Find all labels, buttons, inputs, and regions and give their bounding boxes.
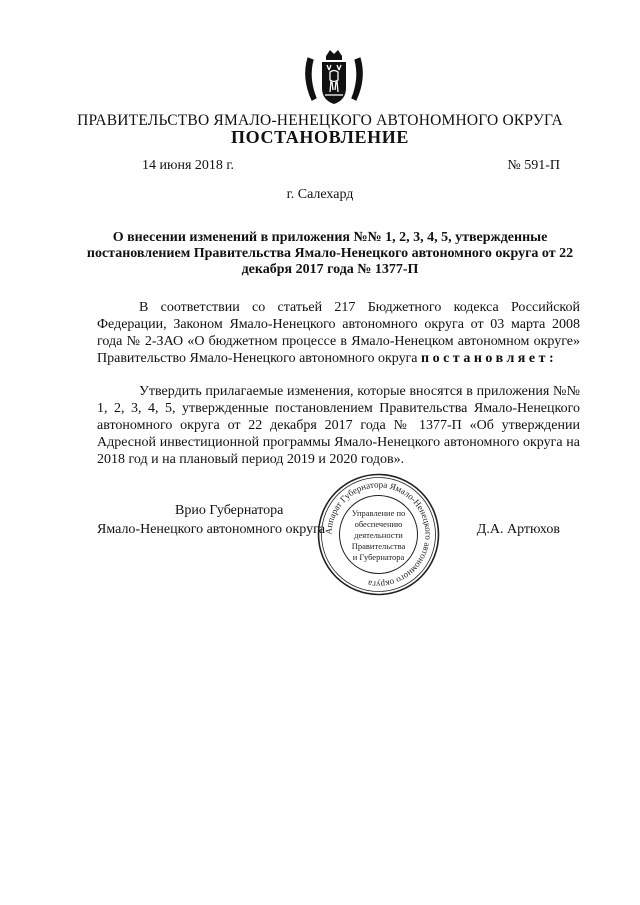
seal-inner-line: Управление по bbox=[351, 508, 406, 518]
paragraph-preamble-text: В соответствии со статьей 217 Бюджетного кодекса Российской Федерации, Законом Ямало-Ненецкого автономного округа от 03 марта 2008 года № 2-ЗАО «О бюджетном процессе в Ямало-Ненецком автономном округе» Правительство Ямало-Ненецкого автономного округа bbox=[97, 300, 580, 366]
seal-inner-line: и Губернатора bbox=[352, 552, 405, 562]
official-seal bbox=[316, 472, 441, 597]
seal-ring-text: Аппарат Губернатора Ямало-Ненецкого автономного округа bbox=[323, 479, 434, 590]
decree-word: постановляет: bbox=[421, 351, 558, 366]
organization-title: ПРАВИТЕЛЬСТВО ЯМАЛО-НЕНЕЦКОГО АВТОНОМНОГО ОКРУГА bbox=[77, 112, 563, 129]
seal-inner-line: обеспечению bbox=[354, 519, 403, 529]
signatory-name: Д.А. Артюхов bbox=[476, 522, 560, 537]
paragraph-resolution bbox=[97, 383, 580, 468]
document-subject: О внесении изменений в приложения №№ 1, 2, 3, 4, 5, утвержденные постановлением Правительства Ямало-Ненецкого автономного округа от 22 декабря 2017 года № 1377-П bbox=[86, 230, 574, 277]
paragraph-resolution-text: Утвердить прилагаемые изменения, которые вносятся в приложения №№ 1, 2, 3, 4, 5, утвержденные постановлением Правительства Ямало-Ненецкого автономного округа от 22 декабря 2017 года № 1377-П «Об утверждении Адресной инвестиционной программы Ямало-Ненецкого автономного округа на 2018 год и на плановый период 2019 и 2020 годов». bbox=[97, 384, 580, 467]
signatory-organization: Ямало-Ненецкого автономного округа bbox=[97, 522, 326, 537]
document-city: г. Салехард bbox=[286, 187, 354, 202]
document-date: 14 июня 2018 г. bbox=[142, 158, 235, 173]
coat-of-arms-icon bbox=[298, 48, 370, 108]
seal-inner-line: Правительства bbox=[351, 541, 406, 551]
paragraph-preamble bbox=[97, 299, 580, 367]
document-type: ПОСТАНОВЛЕНИЕ bbox=[231, 127, 409, 147]
signatory-title: Врио Губернатора bbox=[175, 503, 284, 518]
document-number: № 591-П bbox=[507, 158, 560, 173]
seal-inner-line: деятельности bbox=[354, 530, 403, 540]
